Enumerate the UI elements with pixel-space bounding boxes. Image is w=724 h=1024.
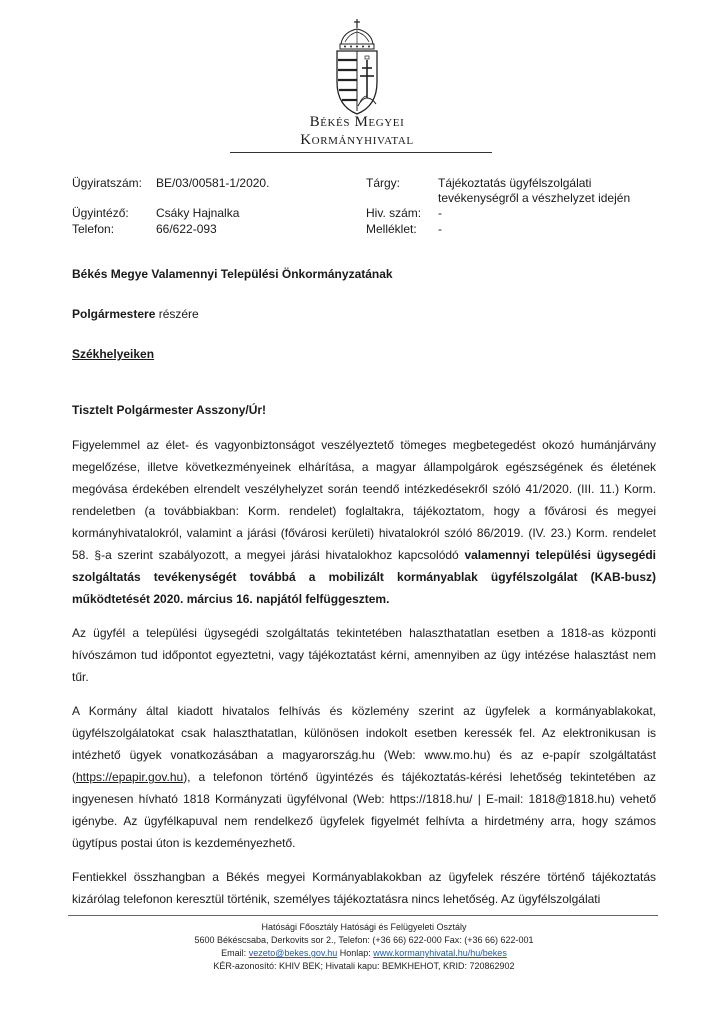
org-name-line1: Békés Megyei xyxy=(309,114,405,130)
salutation: Tisztelt Polgármester Asszony/Úr! xyxy=(72,403,267,417)
phone-label: Telefon: xyxy=(72,222,115,236)
subject-value-line2: tevékenységről a vészhelyzet idején xyxy=(438,191,631,205)
footer-email-label: Email: xyxy=(221,948,249,958)
letter-body xyxy=(72,434,656,922)
epapir-link[interactable]: https://epapir.gov.hu xyxy=(76,770,184,784)
case-meta-left xyxy=(72,175,332,235)
footer-contact xyxy=(72,947,656,960)
organization-name xyxy=(250,114,464,149)
attachment-label: Melléklet: xyxy=(366,222,417,236)
footer-web-link[interactable]: www.kormanyhivatal.hu/hu/bekes xyxy=(373,948,507,958)
paragraph-3-text-b: ), a telefonon történő ügyintézés és tájékoztatás-kérési lehetőség tekintetében az ingyenesen hívható 1818 Kormányzati ügyfélvonal (Web: https://1818.hu/ | E-mail: 1818@1818.hu) vehető igénybe. Az ügyfélkapuval nem rendelkező ügyfelek figyelmét felhívta a hirdetmény arra, hogy számos ügytípus postai úton is kezdeményezhető. xyxy=(72,770,656,850)
addressee-suffix: részére xyxy=(155,307,199,321)
paragraph-3-text-a: A Kormány által kiadott hivatalos felhívás és közlemény szerint az ügyfelek a kormányablakokat, ügyfélszolgálatokat csak halaszthatatlan, különösen indokolt esetben keressék fel. Az elektronikusan is intézhető ügyek vonatkozásában a magyarország.hu (Web: www.mo.hu) és az e-papír szolgáltatást ( xyxy=(72,704,656,784)
addressee-line2 xyxy=(72,307,199,321)
addressee-line1: Békés Megye Valamennyi Települési Önkormányzatának xyxy=(72,267,393,281)
subject-label: Tárgy: xyxy=(366,176,401,190)
footer-identifiers: KÉR-azonosító: KHIV BEK; Hivatali kapu: BEMKHEHOT, KRID: 720862902 xyxy=(213,961,515,971)
footer-divider xyxy=(68,915,658,916)
subject-value-line1: Tájékoztatás ügyfélszolgálati xyxy=(438,176,592,190)
footer-address: 5600 Békéscsaba, Derkovits sor 2., Telefon: (+36 66) 622-000 Fax: (+36 66) 622-001 xyxy=(194,935,534,945)
paragraph-1-bold: valamennyi települési ügysegédi szolgáltatás tevékenységét továbbá a mobilizált kormányablak ügyfélszolgálat (KAB-busz) működtetését 2020. március 16. napjától felfüggesztem. xyxy=(72,548,656,606)
paragraph-2: Az ügyfél a települési ügysegédi szolgáltatás tekintetében halaszthatatlan esetben a 1818-as központi hívószámon tud időpontot egyeztetni, vagy tájékoztatást kérni, amennyiben az ügy intézése halasztást nem tűr. xyxy=(72,626,656,684)
footer-web-label: Honlap: xyxy=(337,948,374,958)
administrator-label: Ügyintéző: xyxy=(72,206,129,220)
reference-value: - xyxy=(438,206,442,220)
attachment-value: - xyxy=(438,222,442,236)
footer xyxy=(72,921,656,973)
hungarian-coat-of-arms-icon xyxy=(331,18,383,116)
case-number-label: Ügyiratszám: xyxy=(72,176,143,190)
org-name-line2: Kormányhivatal xyxy=(300,132,414,148)
paragraph-1-text: Figyelemmel az élet- és vagyonbiztonságot veszélyeztető tömeges megbetegedést okozó humánjárvány megelőzése, illetve következményeinek elhárítása, a magyar állampolgárok egészségének és életének megóvása érdekében elrendelt veszélyhelyzet során teendő intézkedésekről szóló 41/2020. (III. 11.) Korm. rendeletben (a továbbiakban: Korm. rendelet) foglaltakra, tájékoztatom, hogy a fővárosi és megyei kormányhivatalokról, valamint a járási (fővárosi kerületi) hivatalokról szóló 86/2019. (IV. 23.) Korm. rendelet 58. §-a szerint szabályozott, a megyei járási hivatalokhoz kapcsolódó xyxy=(72,438,656,562)
administrator-value: Csáky Hajnalka xyxy=(156,206,240,220)
reference-label: Hiv. szám: xyxy=(366,206,422,220)
header-divider xyxy=(230,152,492,153)
case-number-value: BE/03/00581-1/2020. xyxy=(156,176,270,190)
case-meta-right xyxy=(366,175,666,235)
footer-department: Hatósági Főosztály Hatósági és Felügyeleti Osztály xyxy=(261,922,467,932)
footer-email-link[interactable]: vezeto@bekes.gov.hu xyxy=(248,948,338,958)
paragraph-1 xyxy=(72,434,656,610)
phone-value: 66/622-093 xyxy=(156,222,217,236)
paragraph-4: Fentiekkel összhangban a Békés megyei Kormányablakokban az ügyfelek részére történő tájékoztatás kizárólag telefonon keresztül történik, személyes tájékoztatásra nincs lehetőség. Az ügyfélszolgálati xyxy=(72,870,656,906)
addressee-location: Székhelyeiken xyxy=(72,347,155,361)
paragraph-3 xyxy=(72,700,656,854)
addressee-title: Polgármestere xyxy=(72,307,156,321)
